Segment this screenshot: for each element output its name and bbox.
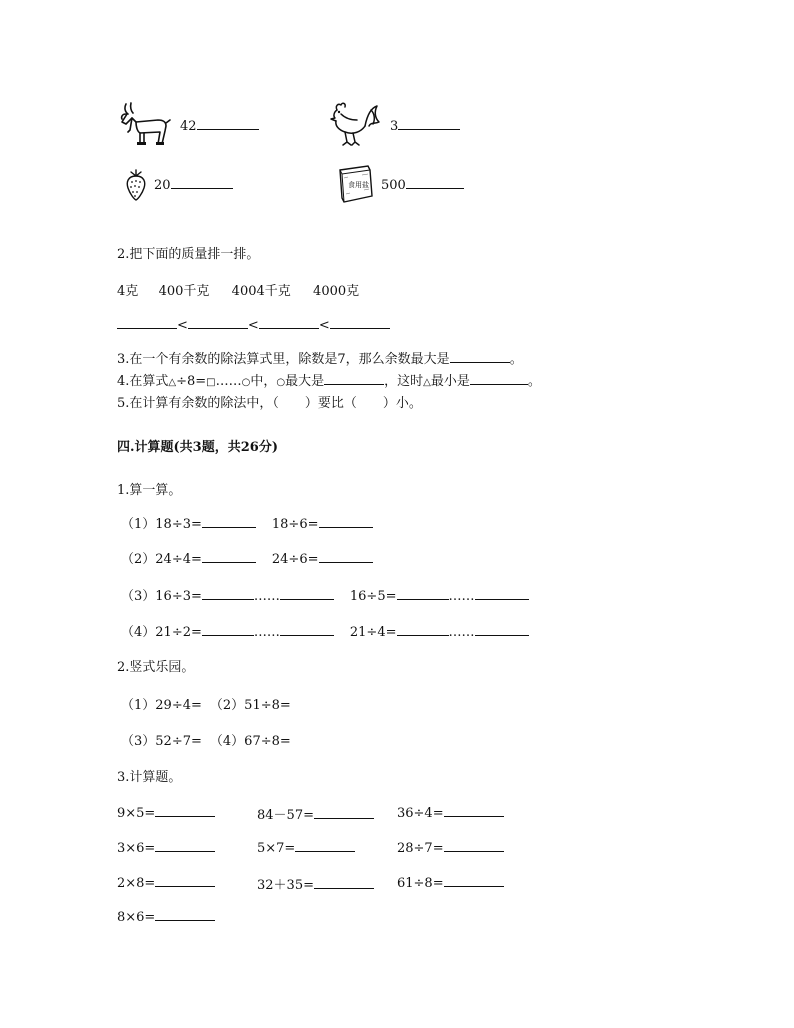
question-4 [117, 370, 541, 389]
calc-1-title: 1.算一算。 [117, 483, 182, 498]
calc-1-row [121, 513, 373, 532]
question-3 [117, 348, 523, 367]
expression: 8×6= [117, 910, 156, 925]
answer-blank[interactable] [259, 316, 319, 329]
item-number: （4） [121, 625, 156, 640]
expression: 51÷8= [244, 698, 291, 713]
weight-item: 400千克 [158, 284, 210, 299]
question-3-text: 3.在一个有余数的除法算式里，除数是7，那么余数最大是 [117, 352, 450, 367]
question-4-text: 中， [250, 374, 277, 389]
question-4-text: 最小是 [430, 374, 470, 389]
expression: 21÷2= [155, 625, 202, 640]
expression: 5×7= [257, 841, 296, 856]
expression: 2×8= [117, 876, 156, 891]
calc-1-row [121, 585, 529, 604]
answer-blank[interactable] [444, 874, 504, 887]
expression: 67÷8= [244, 734, 291, 749]
triangle-symbol: △ [168, 377, 177, 388]
expression: 24÷4= [155, 552, 202, 567]
expression: 32＋35= [257, 878, 314, 893]
expression: 18÷6= [271, 517, 319, 532]
question-2-title: 2.把下面的质量排一排。 [117, 247, 260, 262]
calc-3-item [257, 874, 374, 893]
answer-blank[interactable] [398, 117, 460, 130]
expression: 52÷7= [155, 734, 202, 749]
calc-3-title: 3.计算题。 [117, 770, 182, 785]
item-salt-value: 500 [381, 178, 406, 193]
answer-blank[interactable] [324, 372, 384, 385]
expression: 16÷3= [155, 589, 202, 604]
item-number: （3） [121, 589, 156, 604]
calc-3-item [257, 839, 355, 856]
answer-blank[interactable] [319, 515, 373, 528]
question-4-text: 4.在算式 [117, 374, 169, 389]
question-4-text: ÷8= [176, 374, 207, 389]
item-number: （4） [209, 734, 245, 749]
question-3-end: 。 [509, 352, 523, 367]
answer-blank[interactable] [188, 316, 248, 329]
answer-blank[interactable] [397, 587, 449, 600]
salt-bag-label: 食用盐 [348, 181, 369, 189]
answer-blank[interactable] [155, 908, 215, 921]
expression: 9×5= [117, 806, 156, 821]
answer-blank[interactable] [475, 587, 529, 600]
answer-blank[interactable] [155, 804, 215, 817]
answer-blank[interactable] [202, 587, 254, 600]
square-symbol: □ [206, 377, 216, 388]
strawberry-icon [124, 168, 148, 202]
section-4-heading: 四.计算题(共3题，共26分) [117, 440, 278, 455]
answer-blank[interactable] [295, 839, 355, 852]
answer-blank[interactable] [475, 623, 529, 636]
calc-3-item [117, 804, 215, 821]
calc-3-item [117, 839, 215, 856]
expression: 61÷8= [397, 876, 444, 891]
answer-blank[interactable] [202, 550, 256, 563]
answer-blank[interactable] [171, 176, 233, 189]
goat-icon [118, 100, 172, 146]
item-salt [381, 176, 464, 193]
answer-blank[interactable] [280, 623, 334, 636]
calc-1-row [121, 621, 529, 640]
less-than-sign: < [318, 318, 330, 333]
calc-3-item [397, 874, 504, 891]
answer-blank[interactable] [117, 316, 177, 329]
expression: 28÷7= [397, 841, 444, 856]
calc-2-row [121, 694, 291, 713]
item-goat-value: 42 [180, 119, 197, 134]
answer-blank[interactable] [406, 176, 464, 189]
answer-blank[interactable] [280, 587, 334, 600]
weight-item: 4克 [117, 284, 139, 299]
item-strawberry [154, 176, 233, 193]
salt-bag-icon [334, 162, 376, 204]
calc-3-item [117, 874, 215, 891]
item-number: （2） [209, 698, 245, 713]
answer-blank[interactable] [450, 350, 510, 363]
circle-symbol: ○ [241, 377, 251, 388]
item-number: （2） [121, 552, 156, 567]
remainder-dots: …… [253, 625, 280, 640]
calc-3-item [397, 839, 504, 856]
answer-blank[interactable] [330, 316, 390, 329]
rooster-icon [325, 100, 383, 148]
expression: 16÷5= [349, 589, 397, 604]
item-number: （3） [121, 734, 156, 749]
remainder-dots: …… [448, 589, 475, 604]
weight-item: 4004千克 [231, 284, 291, 299]
item-rooster [390, 117, 460, 134]
remainder-dots: …… [253, 589, 280, 604]
remainder-dots: …… [448, 625, 475, 640]
answer-blank[interactable] [444, 839, 504, 852]
answer-blank[interactable] [470, 372, 528, 385]
expression: 18÷3= [155, 517, 202, 532]
expression: 84－57= [257, 808, 314, 823]
answer-blank[interactable] [202, 623, 254, 636]
expression: 29÷4= [155, 698, 202, 713]
calc-3-item [257, 804, 374, 823]
answer-blank[interactable] [197, 117, 259, 130]
answer-blank[interactable] [444, 804, 504, 817]
expression: 21÷4= [349, 625, 397, 640]
less-than-sign: < [177, 318, 188, 333]
answer-blank[interactable] [314, 806, 374, 819]
item-goat [180, 117, 259, 134]
expression: 3×6= [117, 841, 156, 856]
triangle-symbol: △ [423, 377, 431, 388]
answer-blank[interactable] [314, 876, 374, 889]
question-4-text: ，这时 [384, 374, 424, 389]
answer-blank[interactable] [155, 874, 215, 887]
weights-list [117, 280, 359, 299]
question-4-text: 最大是 [285, 374, 325, 389]
answer-blank[interactable] [319, 550, 373, 563]
answer-blank[interactable] [155, 839, 215, 852]
calc-3-item [117, 908, 215, 925]
expression: 36÷4= [397, 806, 444, 821]
calc-1-row [121, 548, 373, 567]
item-number: （1） [121, 698, 156, 713]
weight-item: 4000克 [313, 284, 360, 299]
item-number: （1） [121, 517, 156, 532]
less-than-sign: < [247, 318, 259, 333]
calc-2-row [121, 730, 291, 749]
expression: 24÷6= [271, 552, 319, 567]
ordering-line [117, 316, 390, 333]
calc-2-title: 2.竖式乐园。 [117, 660, 195, 675]
question-4-text: …… [215, 374, 242, 389]
question-5: 5.在计算有余数的除法中，（ ）要比（ ）小。 [117, 396, 422, 411]
item-strawberry-value: 20 [154, 178, 171, 193]
calc-3-item [397, 804, 504, 821]
answer-blank[interactable] [202, 515, 256, 528]
question-4-text: 。 [527, 374, 541, 389]
circle-symbol: ○ [276, 377, 286, 388]
answer-blank[interactable] [397, 623, 449, 636]
item-rooster-value: 3 [390, 119, 399, 134]
